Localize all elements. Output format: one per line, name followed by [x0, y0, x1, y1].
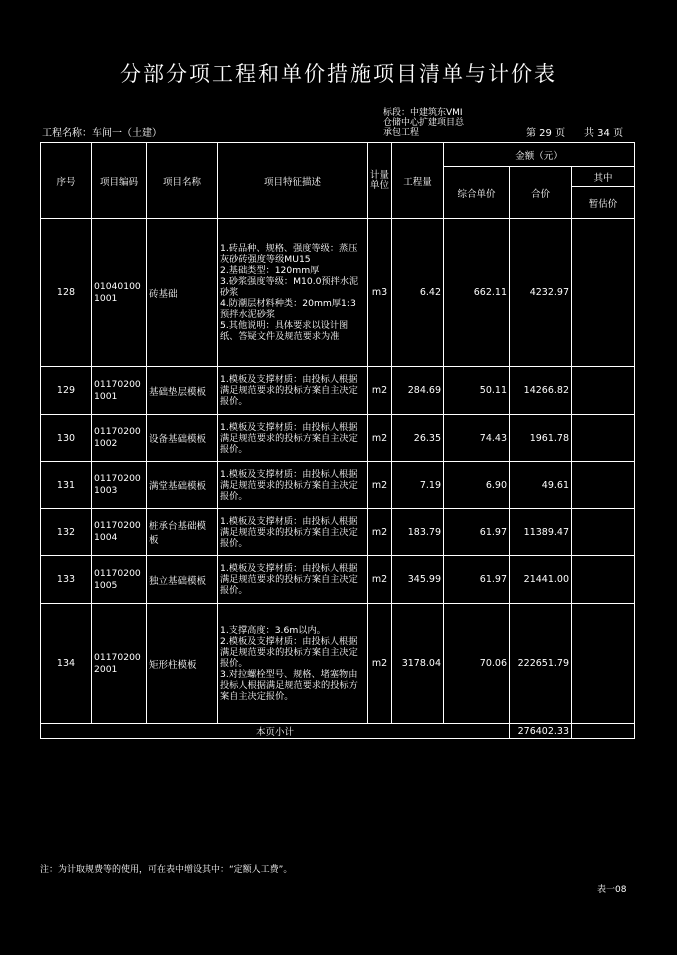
- cell-name: 设备基础模板: [147, 415, 218, 462]
- cell-name: 独立基础模板: [147, 556, 218, 604]
- table-row: [41, 604, 635, 724]
- cell-unit-price: 70.06: [444, 604, 510, 724]
- subtotal-row: [41, 724, 635, 739]
- cell-code: 011702001002: [92, 415, 147, 462]
- cell-unit-price: 61.97: [444, 509, 510, 556]
- cell-qty: 284.69: [392, 367, 444, 415]
- cell-provisional: [572, 219, 635, 367]
- cell-unit: m2: [368, 415, 392, 462]
- header-seq: 序号: [41, 143, 92, 219]
- page-title: 分部分项工程和单价措施项目清单与计价表: [120, 62, 557, 86]
- cell-total: 49.61: [510, 462, 572, 509]
- cell-code: 011702002001: [92, 604, 147, 724]
- cell-provisional: [572, 556, 635, 604]
- cell-qty: 183.79: [392, 509, 444, 556]
- cell-unit: m2: [368, 509, 392, 556]
- cell-unit: m2: [368, 556, 392, 604]
- cell-name: 基础垫层模板: [147, 367, 218, 415]
- cell-total: 1961.78: [510, 415, 572, 462]
- table-row: [41, 509, 635, 556]
- cell-name: 砖基础: [147, 219, 218, 367]
- footer-note: 注：为计取规费等的使用，可在表中增设其中：“定额人工费”。: [40, 865, 293, 875]
- cell-unit-price: 74.43: [444, 415, 510, 462]
- cell-provisional: [572, 367, 635, 415]
- cell-feature: 1.模板及支撑材质：由投标人根据满足规范要求的投标方案自主决定报价。: [218, 509, 368, 556]
- cell-unit-price: 50.11: [444, 367, 510, 415]
- side-note-line: 标段：中建筑东VMI: [383, 108, 463, 118]
- cell-code: 011702001001: [92, 367, 147, 415]
- project-name: 工程名称：车间一（土建）: [42, 128, 162, 139]
- subtotal-label: 本页小计: [41, 724, 510, 739]
- cell-total: 11389.47: [510, 509, 572, 556]
- table-row: [41, 415, 635, 462]
- pricing-table: [40, 142, 635, 739]
- cell-unit-price: 61.97: [444, 556, 510, 604]
- cell-qty: 26.35: [392, 415, 444, 462]
- cell-qty: 345.99: [392, 556, 444, 604]
- cell-seq: 132: [41, 509, 92, 556]
- cell-qty: 3178.04: [392, 604, 444, 724]
- cell-seq: 129: [41, 367, 92, 415]
- cell-code: 011702001005: [92, 556, 147, 604]
- table-row: [41, 462, 635, 509]
- cell-feature: 1.砖品种、规格、强度等级：蒸压灰砂砖强度等级MU15 2.基础类型：120mm厚 3.砂浆强度等级：M10.0预拌水泥砂浆 4.防潮层材料种类：20mm厚1:3预拌水泥砂浆 5.其他说明：具体要求以设计图纸、答疑文件及规范要求为准: [218, 219, 368, 367]
- cell-provisional: [572, 462, 635, 509]
- cell-seq: 133: [41, 556, 92, 604]
- header-feature: 项目特征描述: [218, 143, 368, 219]
- header-total: 合价: [510, 167, 572, 219]
- header-amount: 金额（元）: [444, 143, 635, 167]
- cell-seq: 128: [41, 219, 92, 367]
- cell-unit: m3: [368, 219, 392, 367]
- header-qty: 工程量: [392, 143, 444, 219]
- cell-provisional: [572, 724, 635, 739]
- cell-seq: 131: [41, 462, 92, 509]
- header-name: 项目名称: [147, 143, 218, 219]
- cell-qty: 7.19: [392, 462, 444, 509]
- cell-total: 21441.00: [510, 556, 572, 604]
- cell-total: 14266.82: [510, 367, 572, 415]
- side-note: [383, 108, 464, 138]
- form-code: 表一08: [597, 885, 627, 895]
- header-of-which: 其中: [572, 167, 635, 187]
- cell-feature: 1.支撑高度：3.6m以内。 2.模板及支撑材质：由投标人根据满足规范要求的投标方案自主决定报价。 3.对拉螺栓型号、规格、堵塞物由投标人根据满足规范要求的投标方案自主决定报价。: [218, 604, 368, 724]
- table-row: [41, 556, 635, 604]
- side-note-line: 仓储中心扩建项目总: [383, 118, 465, 128]
- cell-provisional: [572, 415, 635, 462]
- cell-provisional: [572, 509, 635, 556]
- side-note-line: 承包工程: [383, 128, 420, 138]
- table-row: [41, 367, 635, 415]
- cell-name: 满堂基础模板: [147, 462, 218, 509]
- cell-unit: m2: [368, 462, 392, 509]
- cell-code: 011702001004: [92, 509, 147, 556]
- cell-provisional: [572, 604, 635, 724]
- cell-name: 矩形柱模板: [147, 604, 218, 724]
- table-row: [41, 219, 635, 367]
- cell-unit: m2: [368, 367, 392, 415]
- page-total: 共 34 页: [584, 128, 624, 139]
- subtotal-value: 276402.33: [510, 724, 572, 739]
- header-unit-price: 综合单价: [444, 167, 510, 219]
- cell-name: 桩承台基础模板: [147, 509, 218, 556]
- cell-code: 011702001003: [92, 462, 147, 509]
- cell-feature: 1.模板及支撑材质：由投标人根据满足规范要求的投标方案自主决定报价。: [218, 556, 368, 604]
- cell-code: 010401001001: [92, 219, 147, 367]
- cell-total: 222651.79: [510, 604, 572, 724]
- header-provisional: 暂估价: [572, 187, 635, 219]
- cell-seq: 134: [41, 604, 92, 724]
- header-code: 项目编码: [92, 143, 147, 219]
- cell-unit-price: 662.11: [444, 219, 510, 367]
- cell-qty: 6.42: [392, 219, 444, 367]
- cell-seq: 130: [41, 415, 92, 462]
- cell-feature: 1.模板及支撑材质：由投标人根据满足规范要求的投标方案自主决定报价。: [218, 462, 368, 509]
- cell-feature: 1.模板及支撑材质：由投标人根据满足规范要求的投标方案自主决定报价。: [218, 415, 368, 462]
- cell-unit: m2: [368, 604, 392, 724]
- header-unit: 计量单位: [368, 143, 392, 219]
- cell-unit-price: 6.90: [444, 462, 510, 509]
- page-number: 第 29 页: [526, 128, 566, 139]
- cell-total: 4232.97: [510, 219, 572, 367]
- cell-feature: 1.模板及支撑材质：由投标人根据满足规范要求的投标方案自主决定报价。: [218, 367, 368, 415]
